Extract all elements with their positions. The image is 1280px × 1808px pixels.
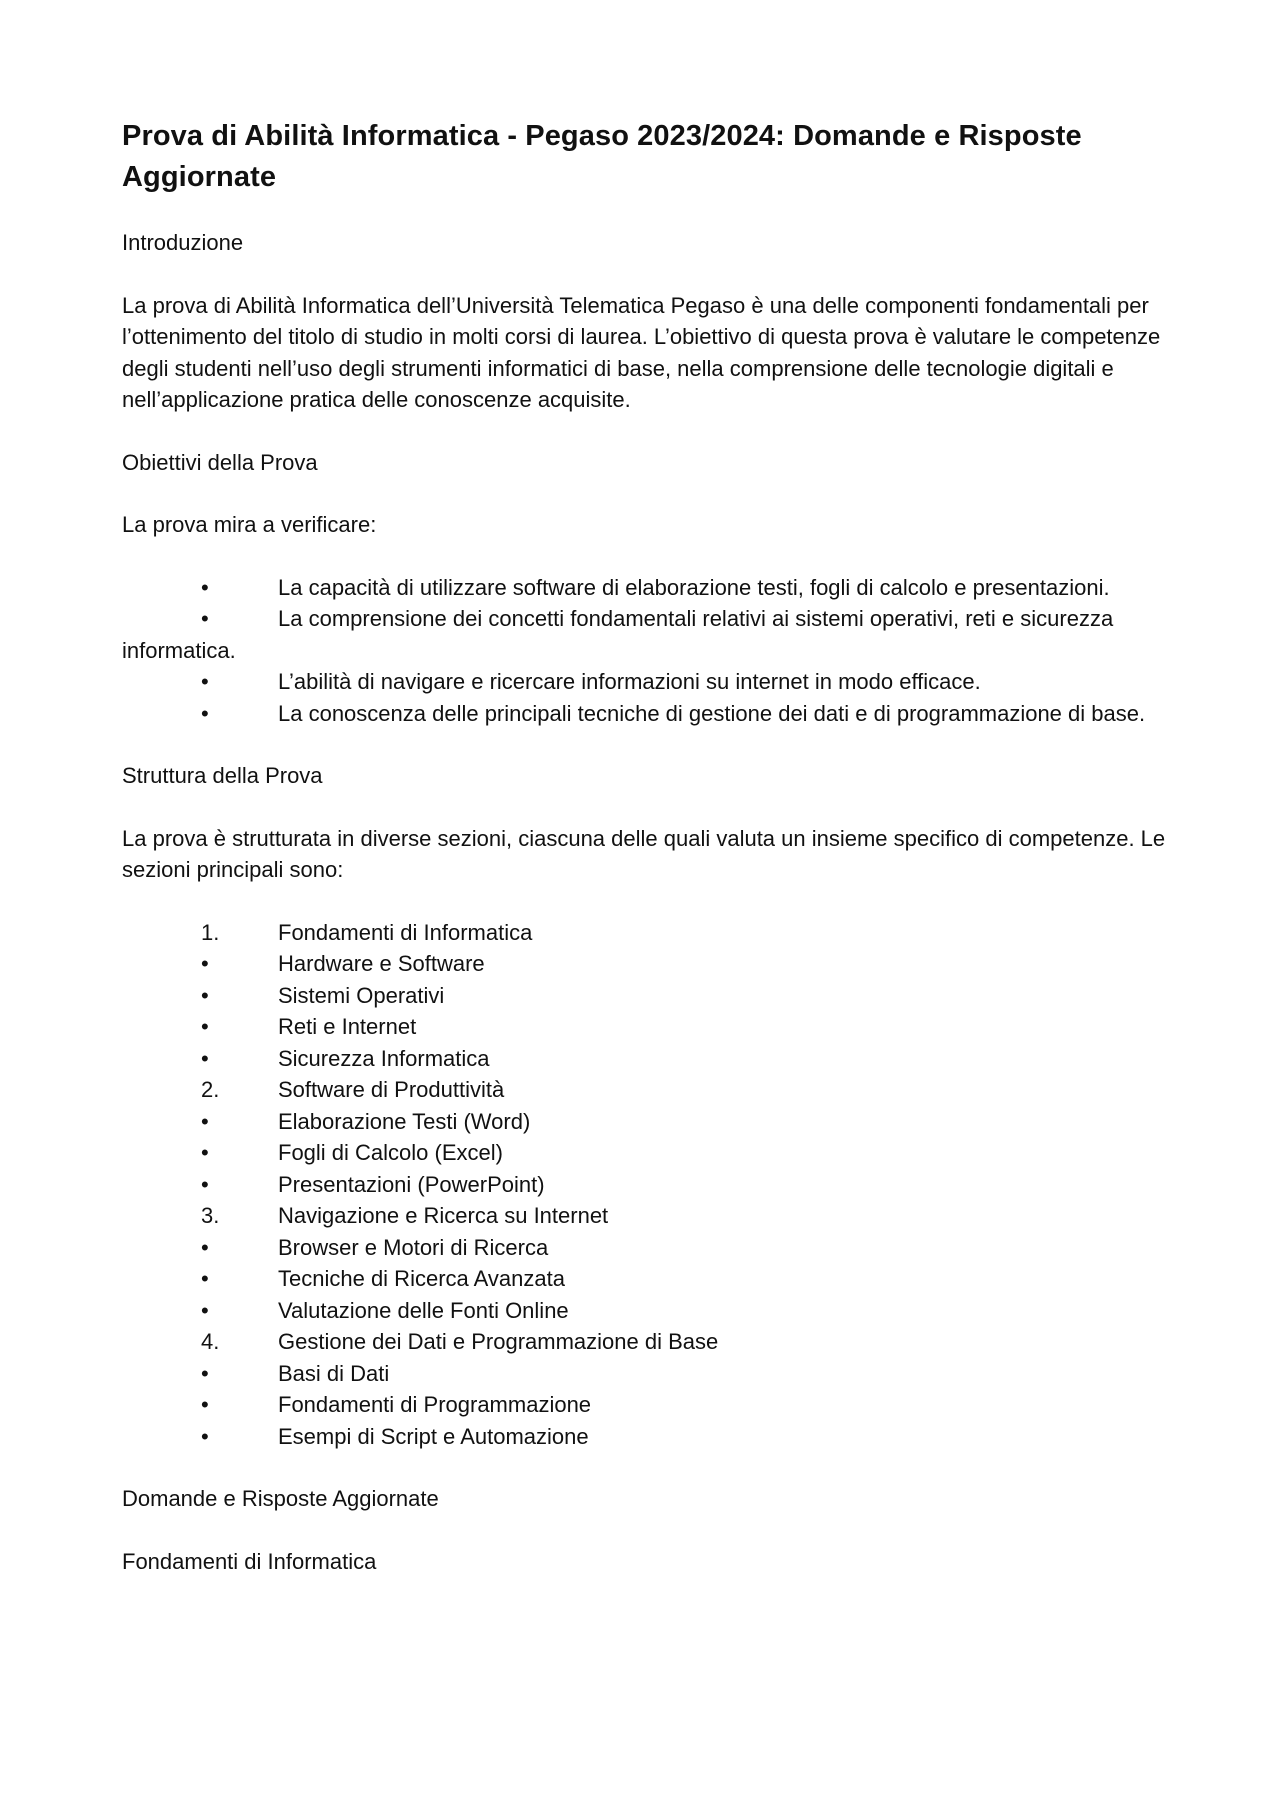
document-page bbox=[122, 116, 1167, 1577]
list-marker: • bbox=[201, 1014, 209, 1039]
list-item-text: Fondamenti di Programmazione bbox=[278, 1392, 592, 1417]
list-item-text: Esempi di Script e Automazione bbox=[278, 1423, 589, 1449]
objectives-lead: La prova mira a verificare: bbox=[122, 512, 377, 537]
list-marker: • bbox=[201, 1140, 209, 1165]
list-item bbox=[122, 1263, 1167, 1295]
list-marker: 2. bbox=[201, 1077, 220, 1102]
list-item-text: Browser e Motori di Ricerca bbox=[278, 1234, 549, 1260]
list-marker: • bbox=[201, 1045, 209, 1071]
list-item-text: Sicurezza Informatica bbox=[278, 1045, 490, 1071]
list-item bbox=[122, 666, 1167, 698]
list-item bbox=[122, 1326, 1167, 1358]
list-item-text: Elaborazione Testi (Word) bbox=[278, 1108, 531, 1134]
list-item bbox=[122, 1358, 1167, 1390]
list-item bbox=[122, 1137, 1167, 1169]
bullet-marker: • bbox=[201, 574, 209, 600]
list-item bbox=[122, 980, 1167, 1012]
page-title: Prova di Abilità Informatica - Pegaso 2023/2024: Domande e Risposte Aggiornate bbox=[122, 120, 1082, 193]
list-marker: • bbox=[201, 1108, 209, 1134]
list-item-text: La capacità di utilizzare software di elaborazione testi, fogli di calcolo e presentazioni. bbox=[278, 574, 1110, 600]
list-item-text: La comprensione dei concetti fondamentali relativi ai sistemi operativi, reti e sicurezza informatica. bbox=[122, 606, 1114, 663]
list-item-text: Sistemi Operativi bbox=[278, 982, 445, 1008]
list-marker: • bbox=[201, 982, 209, 1008]
list-item bbox=[122, 1389, 1167, 1421]
list-marker: 4. bbox=[201, 1329, 220, 1354]
list-item-text: Software di Produttività bbox=[278, 1077, 505, 1102]
list-marker: • bbox=[201, 1423, 209, 1449]
objectives-list bbox=[122, 572, 1167, 730]
objectives-heading: Obiettivi della Prova bbox=[122, 449, 318, 475]
bullet-marker: • bbox=[201, 669, 209, 694]
list-item bbox=[122, 572, 1167, 604]
list-marker: • bbox=[201, 1234, 209, 1260]
list-item-text: Presentazioni (PowerPoint) bbox=[278, 1171, 545, 1197]
qa-section-heading: Fondamenti di Informatica bbox=[122, 1548, 377, 1574]
list-item bbox=[122, 1106, 1167, 1138]
bullet-marker: • bbox=[201, 606, 209, 631]
list-item-text: Gestione dei Dati e Programmazione di Base bbox=[278, 1329, 719, 1354]
structure-heading: Struttura della Prova bbox=[122, 763, 323, 788]
list-item bbox=[122, 1232, 1167, 1264]
intro-paragraph: La prova di Abilità Informatica dell’Università Telematica Pegaso è una delle componenti fondamentali per l’ottenimento del titolo di studio in molti corsi di laurea. L’obiettivo di questa prova è valutare le competenze degli studenti nell’uso degli strumenti informatici di base, nella comprensione delle tecnologie digitali e nell’applicazione pratica delle conoscenze acquisite. bbox=[122, 292, 1161, 412]
list-marker: • bbox=[201, 1266, 209, 1291]
sections-list bbox=[122, 917, 1167, 1453]
qa-heading: Domande e Risposte Aggiornate bbox=[122, 1486, 439, 1511]
list-item-text: L’abilità di navigare e ricercare informazioni su internet in modo efficace. bbox=[278, 669, 981, 694]
list-marker: 3. bbox=[201, 1203, 220, 1228]
list-item bbox=[122, 917, 1167, 949]
intro-heading: Introduzione bbox=[122, 230, 244, 255]
list-item-text: Reti e Internet bbox=[278, 1014, 417, 1039]
list-marker: • bbox=[201, 1297, 209, 1323]
list-item bbox=[122, 1295, 1167, 1327]
bullet-marker: • bbox=[201, 700, 209, 726]
list-item-text: Navigazione e Ricerca su Internet bbox=[278, 1203, 609, 1228]
list-item-text: Hardware e Software bbox=[278, 951, 485, 976]
list-item-text: Fogli di Calcolo (Excel) bbox=[278, 1140, 503, 1165]
list-marker: • bbox=[201, 1171, 209, 1197]
list-item bbox=[122, 1011, 1167, 1043]
list-marker: • bbox=[201, 951, 209, 976]
list-item-text: Basi di Dati bbox=[278, 1360, 390, 1386]
list-item bbox=[122, 1043, 1167, 1075]
list-marker: 1. bbox=[201, 919, 220, 945]
list-marker: • bbox=[201, 1360, 209, 1386]
list-item bbox=[122, 1200, 1167, 1232]
list-marker: • bbox=[201, 1392, 209, 1417]
list-item bbox=[122, 698, 1167, 730]
list-item-text: Valutazione delle Fonti Online bbox=[278, 1297, 569, 1323]
list-item bbox=[122, 603, 1167, 666]
list-item-text: La conoscenza delle principali tecniche di gestione dei dati e di programmazione di base. bbox=[278, 700, 1146, 726]
list-item bbox=[122, 1074, 1167, 1106]
list-item bbox=[122, 948, 1167, 980]
list-item bbox=[122, 1421, 1167, 1453]
list-item bbox=[122, 1169, 1167, 1201]
list-item-text: Fondamenti di Informatica bbox=[278, 919, 533, 945]
list-item-text: Tecniche di Ricerca Avanzata bbox=[278, 1266, 565, 1291]
structure-lead: La prova è strutturata in diverse sezioni, ciascuna delle quali valuta un insieme specifico di competenze. Le sezioni principali sono: bbox=[122, 825, 1166, 882]
